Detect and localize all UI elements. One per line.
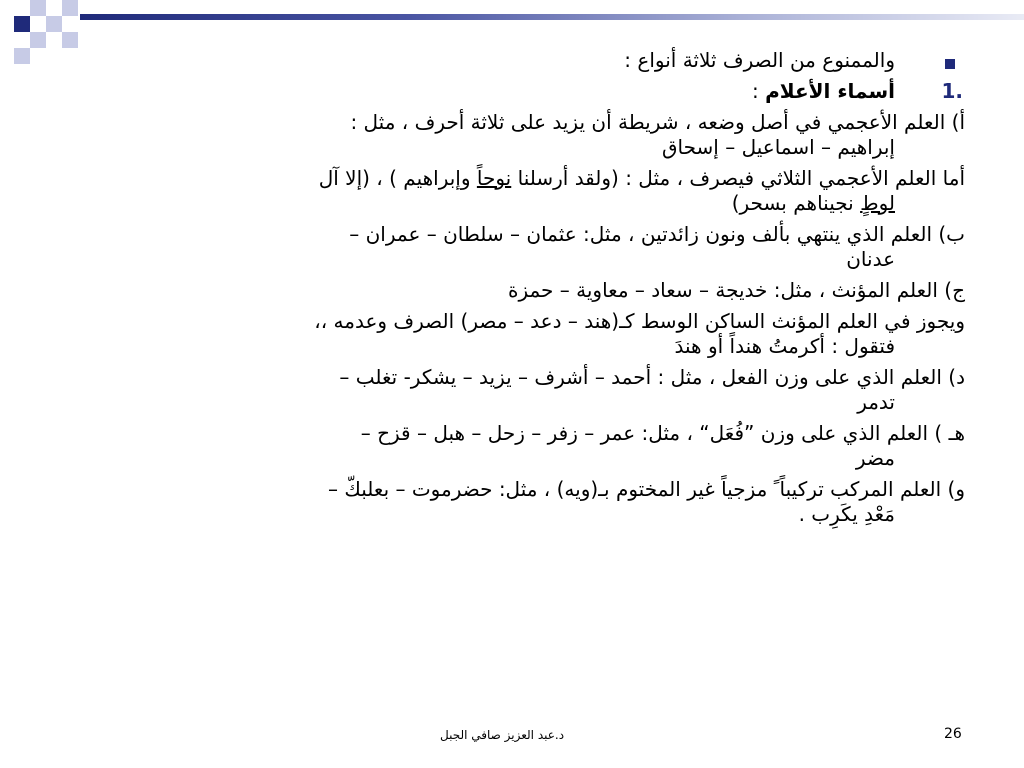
- item-d: [60, 365, 965, 415]
- item-f-text: و) العلم المركب تركيباً ً مزجياً غير المختوم بـ(ويه) ، مثل: حضرموت – بعلبكّ –: [328, 477, 965, 501]
- item-c: [60, 278, 965, 303]
- list-number: 1.: [941, 79, 963, 103]
- deco-square: [62, 32, 78, 48]
- footer-author: د.عبد العزيز صافي الجبل: [440, 728, 565, 742]
- note-text-3: نجيناهم بسحر): [731, 191, 861, 215]
- item-e: [60, 421, 965, 471]
- heading-text: أسماء الأعلام: [765, 79, 895, 103]
- item-b-continuation: عدنان: [846, 247, 895, 271]
- item-c-note: [60, 309, 965, 359]
- page-number: 26: [944, 726, 962, 742]
- deco-square: [62, 0, 78, 16]
- deco-square: [30, 32, 46, 48]
- deco-square: [14, 16, 30, 32]
- item-a-examples: إبراهيم – اسماعيل – إسحاق: [662, 135, 895, 159]
- item-b: [60, 222, 965, 272]
- item-f: [60, 477, 965, 527]
- item-a-note: [60, 166, 965, 216]
- numbered-heading: [60, 79, 965, 104]
- deco-square: [46, 16, 62, 32]
- note-underlined-2: لوطٍ: [860, 191, 895, 215]
- item-e-text: هـ ) العلم الذي على وزن ”فُعَل“ ، مثل: عمر – زفر – زحل – هبل – قزح –: [360, 421, 965, 445]
- bullet-line-1: [60, 48, 965, 73]
- deco-square: [30, 0, 46, 16]
- item-c-note-example: فتقول : أكرمتُ هنداً أو هندَ: [674, 334, 895, 358]
- item-d-continuation: تدمر: [857, 390, 895, 414]
- slide-content: [60, 48, 965, 533]
- item-c-text: ج) العلم المؤنث ، مثل: خديجة – سعاد – معاوية – حمزة: [507, 278, 965, 302]
- deco-square: [14, 48, 30, 64]
- item-b-text: ب) العلم الذي ينتهي بألف ونون زائدتين ، مثل: عثمان – سلطان – عمران –: [349, 222, 965, 246]
- item-e-continuation: مضر: [855, 446, 895, 470]
- note-text-2: وإبراهيم ) ، (إلا آل: [318, 166, 477, 190]
- item-c-note-text: ويجوز في العلم المؤنث الساكن الوسط كـ(هند – دعد – مصر) الصرف وعدمه ،،: [314, 309, 965, 333]
- item-a-text: أ) العلم الأعجمي في أصل وضعه ، شريطة أن يزيد على ثلاثة أحرف ، مثل :: [350, 110, 965, 134]
- square-bullet-icon: [945, 59, 955, 69]
- note-continuation: [60, 191, 965, 216]
- item-f-continuation: مَعْدِ يكَرِب .: [798, 502, 895, 526]
- item-d-text: د) العلم الذي على وزن الفعل ، مثل : أحمد – أشرف – يزيد – يشكر- تغلب –: [339, 365, 965, 389]
- title-bar-line: [80, 14, 1024, 20]
- heading-colon: :: [752, 79, 766, 103]
- intro-text: والممنوع من الصرف ثلاثة أنواع :: [624, 48, 895, 72]
- note-text-1: أما العلم الأعجمي الثلاثي فيصرف ، مثل : (ولقد أرسلنا: [511, 166, 965, 190]
- item-a: [60, 110, 965, 160]
- note-underlined-1: نوحاً: [476, 166, 512, 190]
